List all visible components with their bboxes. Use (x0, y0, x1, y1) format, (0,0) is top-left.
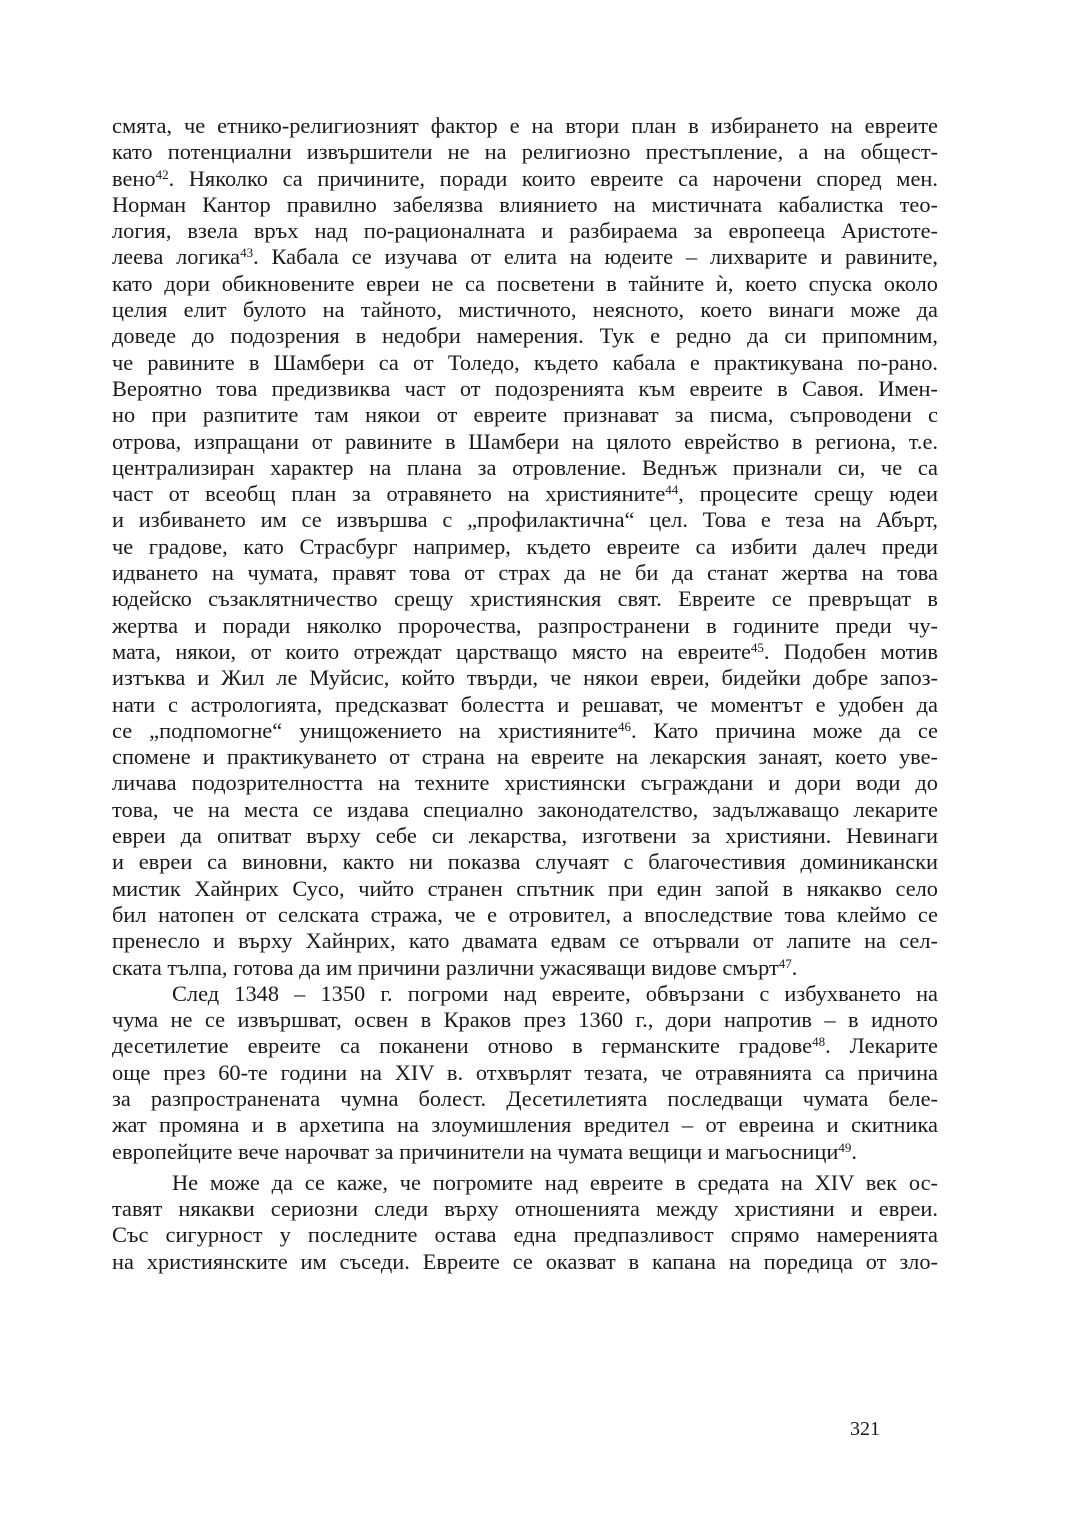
text-run: пренесло и върху Хайнрих, като двамата едвам се отървали от лапите на сел- (112, 928, 938, 954)
footnote-ref: 45 (750, 639, 764, 655)
text-line (112, 271, 938, 297)
text-line (112, 481, 938, 507)
page-number: 321 (850, 1418, 880, 1440)
text-run: , процесите срещу юдеи (678, 481, 939, 507)
text-run: леева логика (112, 244, 241, 270)
text-line (112, 429, 938, 455)
text-line (112, 613, 938, 639)
text-run: част от всеобщ план за отравянето на християните (112, 481, 666, 507)
text-run: . (791, 954, 798, 980)
text-line (112, 455, 938, 481)
footnote-ref: 47 (778, 955, 792, 971)
text-run: . Няколко са причините, поради които евреите са нарочени според мен. (168, 165, 938, 191)
text-line (112, 1249, 938, 1275)
text-line (112, 1007, 938, 1033)
text-line (112, 218, 938, 244)
text-run: чума не се извършват, освен в Краков през 1360 г., дори напротив – в идното (112, 1007, 938, 1033)
text-line (112, 376, 938, 402)
text-run: централизиран характер на плана за отровление. Веднъж признали си, че са (112, 454, 938, 480)
text-run: и евреи са виновни, както ни показва случаят с благочестивия доминикански (112, 849, 938, 875)
text-run: целия елит булото на тайното, мистичното, неясното, което винаги може да (112, 297, 938, 323)
text-run: ската тълпа, готова да им причини различни ужасяващи видове смърт (112, 954, 779, 980)
text-run: Вероятно това предизвиква част от подозренията към евреите в Савоя. Имен- (112, 375, 938, 401)
text-line (112, 1170, 938, 1196)
footnote-ref: 42 (155, 166, 169, 182)
text-line (112, 876, 938, 902)
text-run: че равините в Шамбери са от Толедо, където кабала е практикувана по-рано. (112, 349, 938, 375)
text-run: . Кабала се изучава от елита на юдеите – лихварите и равините, (253, 244, 939, 270)
text-run: като дори обикновените евреи не са посветени в тайните ѝ, което спуска около (112, 270, 938, 296)
text-line (112, 1060, 938, 1086)
text-line (112, 323, 938, 349)
text-run: още през 60-те години на XIV в. отхвърлят тезата, че отравянията са причина (112, 1059, 938, 1085)
text-line (112, 1222, 938, 1248)
text-run: за разпространената чумна болест. Десетилетията последващи чумата беле- (112, 1085, 938, 1111)
text-run: Норман Кантор правилно забелязва влиянието на мистичната кабалистка тео- (112, 191, 938, 217)
text-run: това, че на места се издава специално законодателство, задължаващо лекарите (112, 796, 938, 822)
text-run: След 1348 – 1350 г. погроми над евреите, обвързани с избухването на (172, 980, 938, 1006)
text-line (112, 823, 938, 849)
text-line (112, 350, 938, 376)
text-run: вено (112, 165, 156, 191)
text-run: тавят някакви сериозни следи върху отношенията между християни и евреи. (112, 1196, 938, 1222)
text-run: нати с астрологията, предсказват болестта и решават, че моментът е удобен да (112, 691, 938, 717)
text-run: . Като причина може да се (630, 717, 938, 743)
text-line (112, 692, 938, 718)
text-run: евреи да опитват върху себе си лекарства, изготвени за християни. Невинаги (112, 823, 938, 849)
text-line (112, 297, 938, 323)
text-run: личава подозрителността на техните християнски съграждани и дори води до (112, 770, 938, 796)
text-line (112, 1086, 938, 1112)
body-text (112, 113, 938, 1275)
text-line (112, 244, 938, 270)
text-line (112, 560, 938, 586)
text-run: мистик Хайнрих Сусо, чийто странен спътник при един запой в някакво село (112, 875, 938, 901)
text-run: отрова, изпращани от равините в Шамбери на цялото еврейство в региона, т.е. (112, 428, 938, 454)
text-run: европейците вече нарочват за причинители на чумата вещици и магьосници (112, 1138, 839, 1164)
text-line (112, 166, 938, 192)
text-line (112, 955, 938, 981)
text-run: . (851, 1138, 857, 1164)
text-line (112, 718, 938, 744)
text-run: като потенциални извършители не на религиозно престъпление, а на общест- (112, 139, 938, 165)
text-run: Не може да се каже, че погромите над евреите в средата на XIV век ос- (172, 1169, 938, 1195)
footnote-ref: 44 (665, 482, 679, 498)
text-run: . Подобен мотив (763, 638, 938, 664)
text-run: на християнските им съседи. Евреите се оказват в капана на поредица от зло- (112, 1248, 938, 1274)
text-line (112, 981, 938, 1007)
text-line (112, 534, 938, 560)
text-run: десетилетие евреите са поканени отново в германските градове (112, 1033, 813, 1059)
text-line (112, 1112, 938, 1138)
text-run: изтъква и Жил ле Муйсис, който твърди, че някои евреи, бидейки добре запоз- (112, 665, 938, 691)
text-run: се „подпомогне“ унищожението на християните (112, 717, 618, 743)
text-run: логия, взела връх над по-рационалната и разбираема за европееца Аристоте- (112, 218, 938, 244)
text-line (112, 507, 938, 533)
text-run: и избиването им се извършва с „профилактична“ цел. Това е теза на Абърт, (112, 507, 938, 533)
text-line (112, 586, 938, 612)
text-line (112, 113, 938, 139)
text-line (112, 139, 938, 165)
footnote-ref: 49 (838, 1139, 852, 1155)
text-run: бил натопен от селската стража, че е отровител, а впоследствие това клеймо се (112, 901, 938, 927)
footnote-ref: 46 (617, 718, 631, 734)
text-run: че градове, като Страсбург например, където евреите са избити далеч преди (112, 533, 938, 559)
footnote-ref: 43 (240, 245, 254, 261)
text-run: идването на чумата, правят това от страх да не би да станат жертва на това (112, 560, 938, 586)
text-line (112, 1033, 938, 1059)
text-line (112, 902, 938, 928)
text-line (112, 744, 938, 770)
text-line (112, 1139, 938, 1165)
text-line (112, 639, 938, 665)
text-run: спомене и практикуването от страна на евреите на лекарския занаят, което уве- (112, 744, 938, 770)
text-line (112, 1196, 938, 1222)
text-line (112, 665, 938, 691)
text-line (112, 797, 938, 823)
text-run: Със сигурност у последните остава една предпазливост спрямо намеренията (112, 1222, 938, 1248)
text-run: но при разпитите там някои от евреите признават за писма, съпроводени с (112, 402, 938, 428)
text-line (112, 770, 938, 796)
text-run: смята, че етнико-религиозният фактор е на втори план в избирането на евреите (112, 113, 938, 138)
text-line (112, 402, 938, 428)
text-line (112, 192, 938, 218)
text-run: доведе до подозрения в недобри намерения. Тук е редно да си припомним, (112, 323, 938, 349)
text-run: жат промяна и в архетипа на злоумишления вредител – от евреина и скитника (112, 1112, 938, 1138)
text-run: . Лекарите (825, 1033, 938, 1059)
text-line (112, 849, 938, 875)
text-run: юдейско съзаклятничество срещу християнския свят. Евреите се превръщат в (112, 586, 938, 612)
text-run: жертва и поради няколко пророчества, разпространени в годините преди чу- (112, 612, 938, 638)
text-run: мата, някои, от които отреждат царстващо място на евреите (112, 638, 751, 664)
footnote-ref: 48 (812, 1034, 826, 1050)
text-line (112, 928, 938, 954)
